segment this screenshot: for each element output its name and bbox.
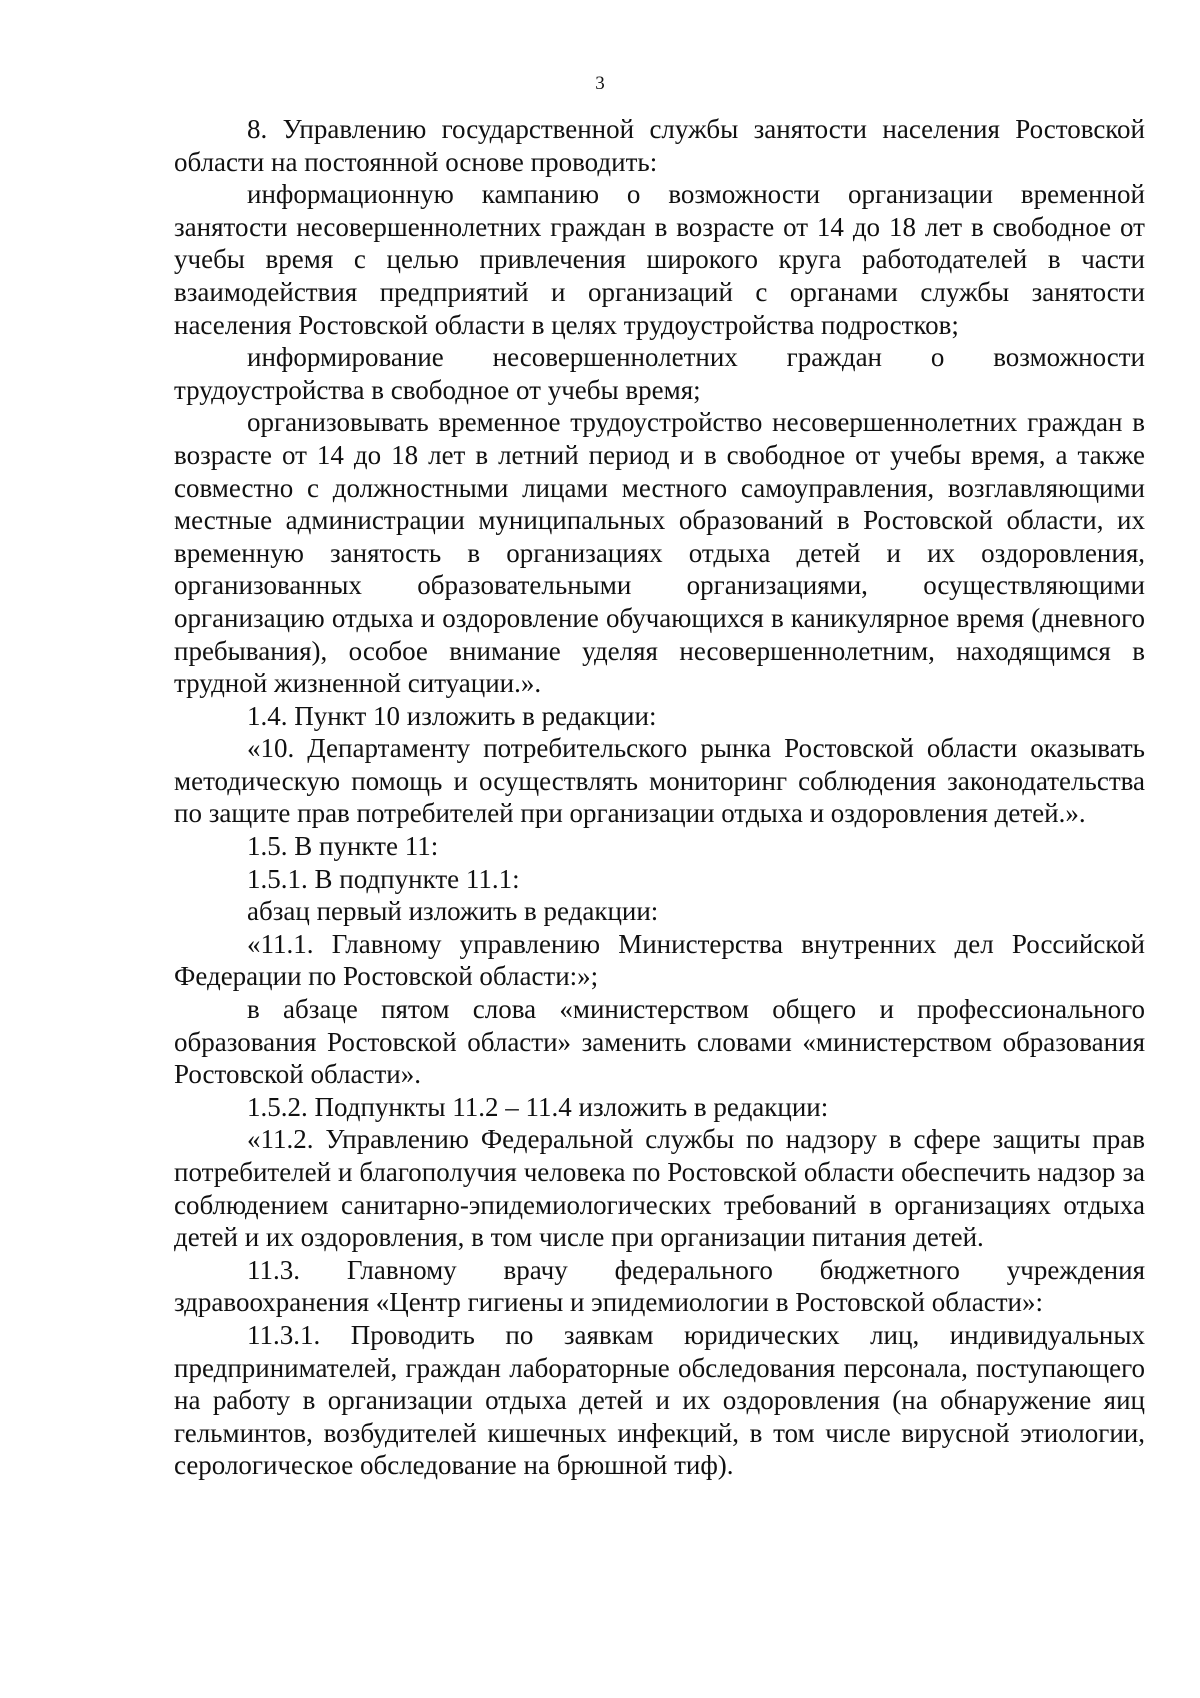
paragraph-section-1-5-1: 1.5.1. В подпункте 11.1: — [247, 863, 520, 894]
document-body — [174, 113, 1145, 1482]
paragraph-temporary-employment: организовывать временное трудоустройство несовершеннолетних граждан в возрасте от 14 до 18 лет в летний период и в свободное от учебы время, а также совместно с должностными лицами местного самоуправления, возглавляющими местные администрации муниципальных образований в Ростовской области, их временную занятость в организациях отдыха детей и их оздоровления, организованных образовательными организациями, осуществляющими организацию отдыха и оздоровление обучающихся в каникулярное время (дневного пребывания), особое внимание уделяя несовершеннолетним, находящимся в трудной жизненной ситуации.». — [174, 407, 1145, 699]
paragraph-informing-minors: информирование несовершеннолетних граждан о возможности трудоустройства в свободное от учебы время; — [174, 342, 1145, 405]
page-number: 3 — [595, 73, 605, 94]
paragraph-item-11-1: «11.1. Главному управлению Министерства внутренних дел Российской Федерации по Ростовской области:»; — [174, 928, 1145, 992]
paragraph-item-11-2: «11.2. Управлению Федеральной службы по надзору в сфере защиты прав потребителей и благополучия человека по Ростовской области обеспечить надзор за соблюдением санитарно-эпидемиологических требований в организациях отдыха детей и их оздоровления, в том числе при организации питания детей. — [174, 1124, 1145, 1253]
paragraph-item-10: «10. Департаменту потребительского рынка Ростовской области оказывать методическую помощь и осуществлять мониторинг соблюдения законодательства по защите прав потребителей при организации отдыха и оздоровления детей.». — [174, 733, 1145, 829]
paragraph-section-1-5-2: 1.5.2. Подпункты 11.2 – 11.4 изложить в редакции: — [247, 1091, 829, 1122]
paragraph-item-11-3: 11.3. Главному врачу федерального бюджетного учреждения здравоохранения «Центр гигиены и эпидемиологии в Ростовской области»: — [174, 1254, 1145, 1318]
paragraph-first-abzac: абзац первый изложить в редакции: — [247, 896, 659, 927]
paragraph-section-1-4: 1.4. Пункт 10 изложить в редакции: — [247, 700, 657, 731]
paragraph-section-1-5: 1.5. В пункте 11: — [247, 831, 439, 862]
paragraph-information-campaign: информационную кампанию о возможности организации временной занятости несовершеннолетних граждан в возрасте от 14 до 18 лет в свободное от учебы время с целью привлечения широкого круга работодателей в части взаимодействия предприятий и организаций с органами службы занятости населения Ростовской области в целях трудоустройства подростков; — [174, 179, 1145, 340]
paragraph-item-8: 8. Управлению государственной службы занятости населения Ростовской области на постоянной основе проводить: — [174, 114, 1145, 177]
paragraph-item-11-3-1: 11.3.1. Проводить по заявкам юридических лиц, индивидуальных предпринимателей, граждан лабораторные обследования персонала, поступающего на работу в организации отдыха детей и их оздоровления (на обнаружение яиц гельминтов, возбудителей кишечных инфекций, в том числе вирусной этиологии, серологическое обследование на брюшной тиф). — [174, 1319, 1145, 1481]
paragraph-fifth-abzac: в абзаце пятом слова «министерством общего и профессионального образования Ростовской области» заменить словами «министерством образования Ростовской области». — [174, 994, 1145, 1090]
